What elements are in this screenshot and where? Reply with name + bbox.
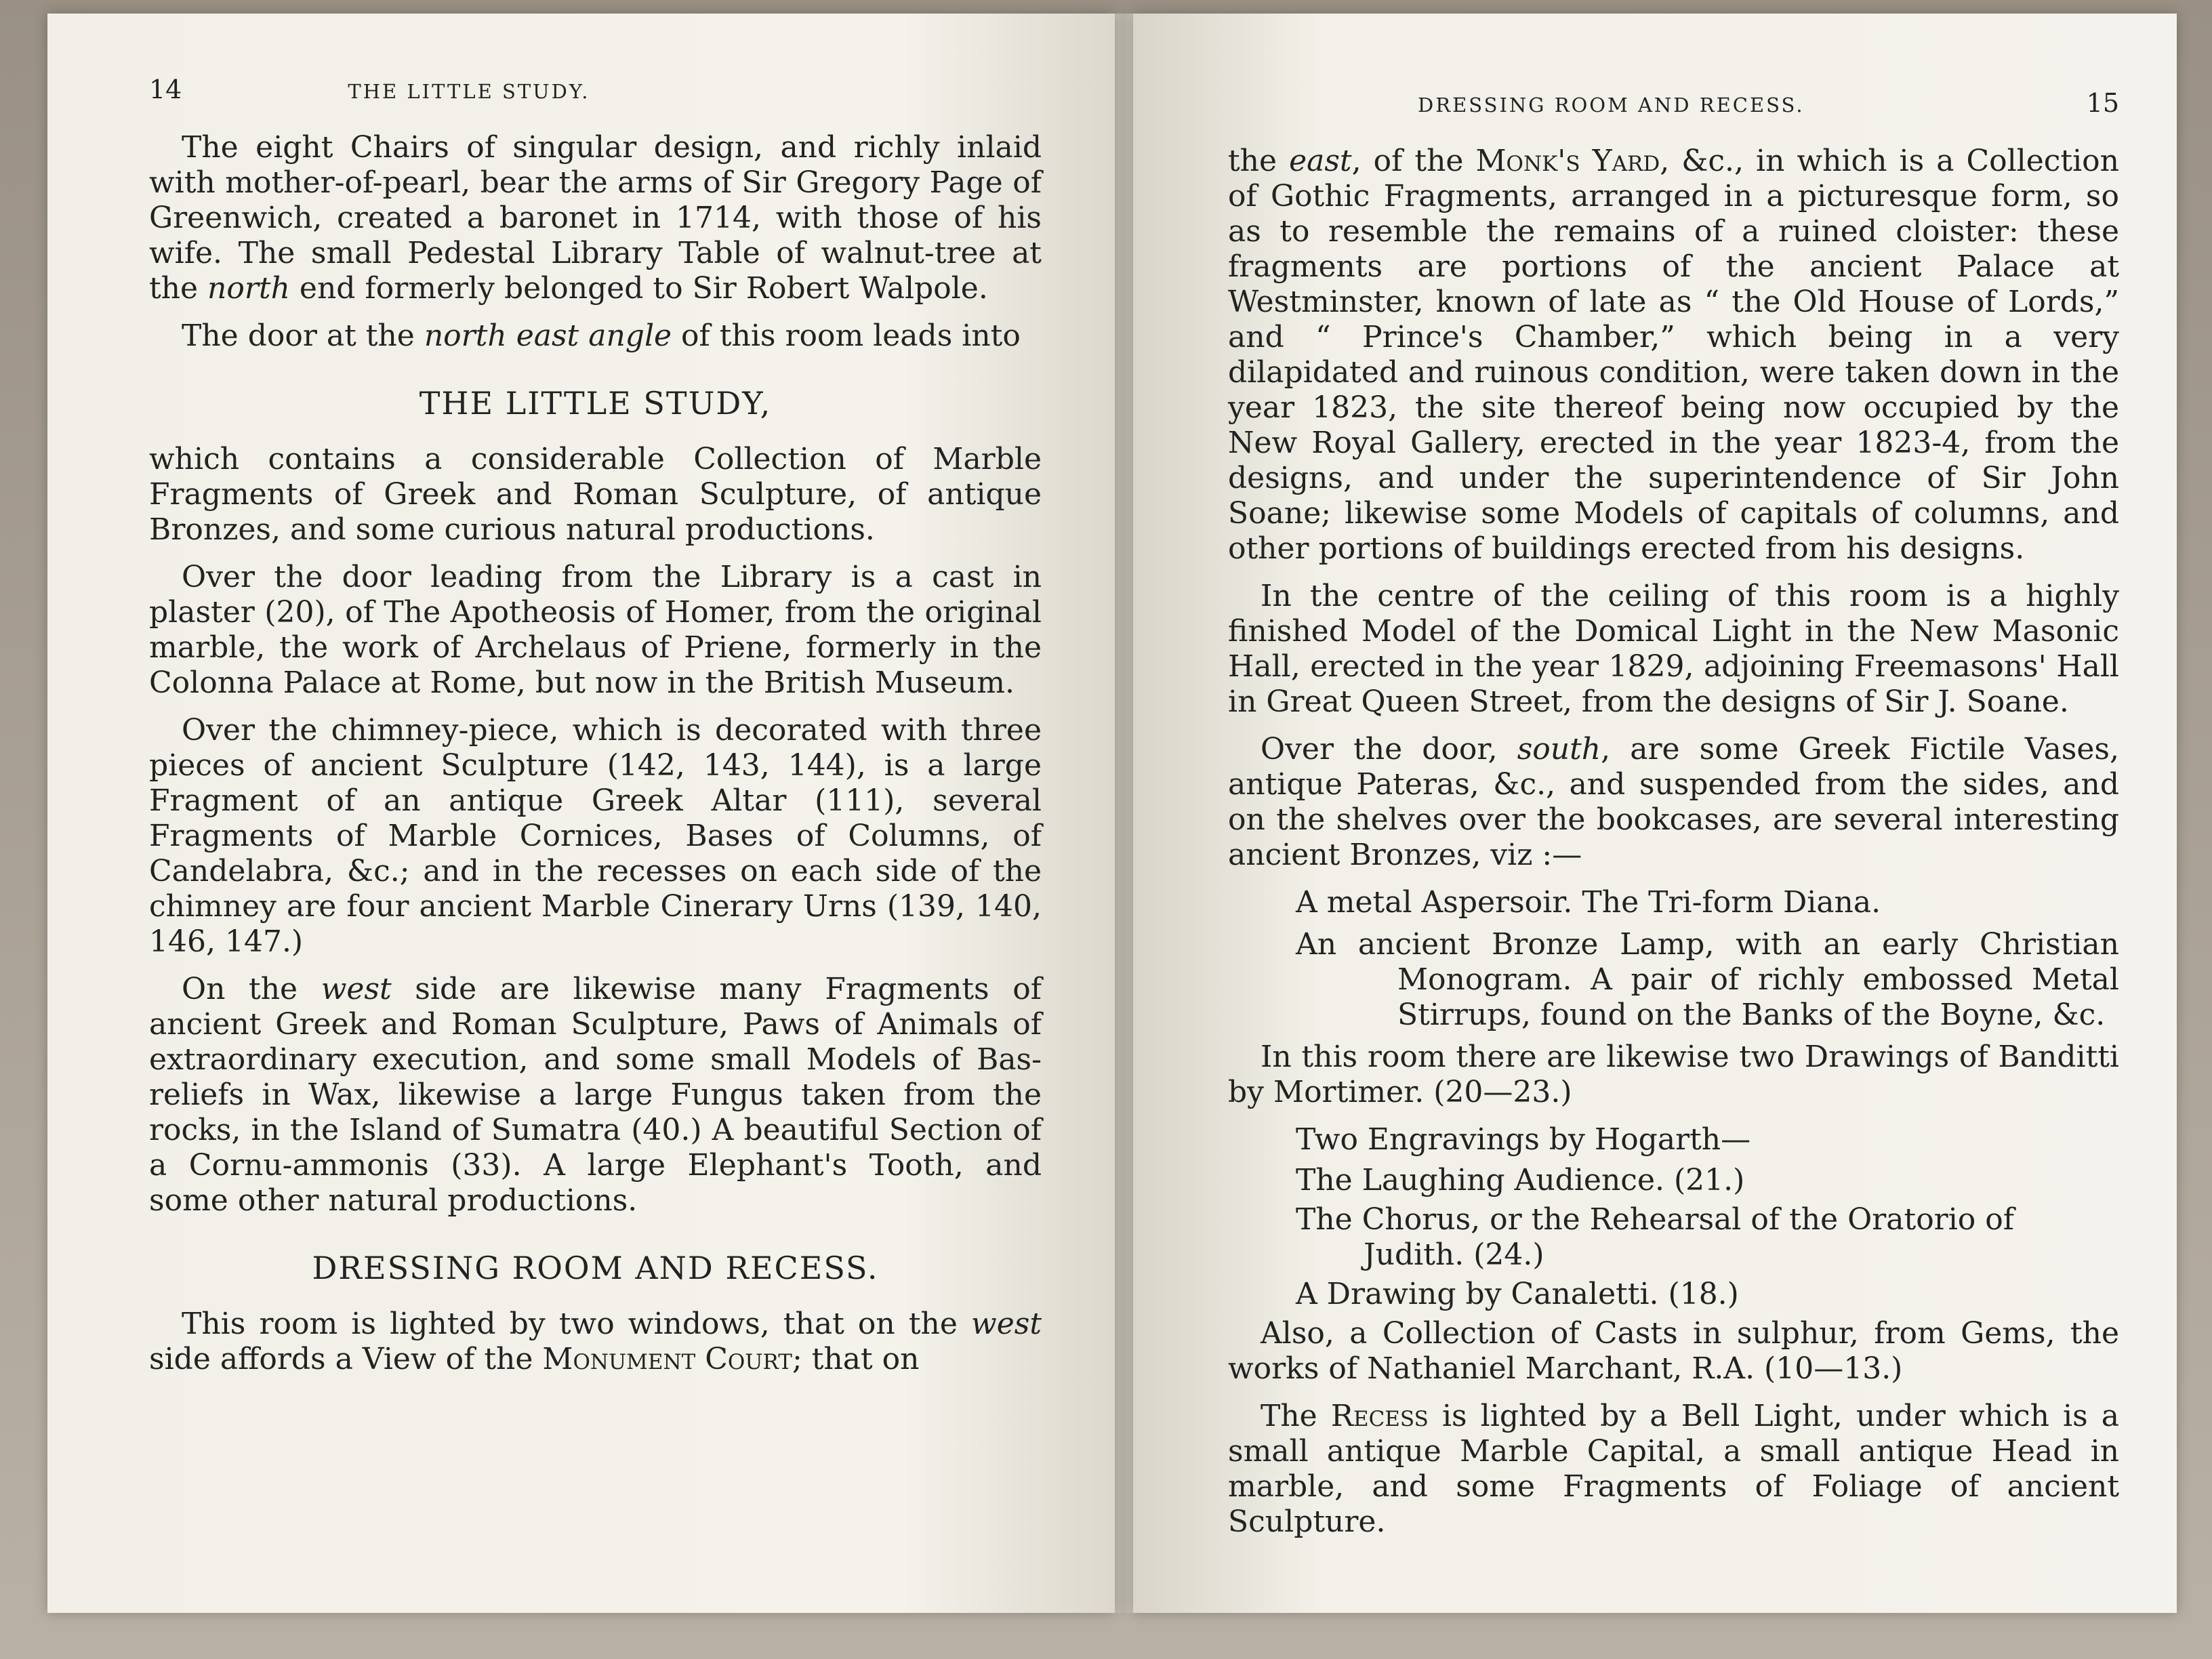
right-paragraph-mortimer: In this room there are likewise two Drawings of Banditti by Mortimer. (20—23.) xyxy=(1228,1040,2119,1109)
right-paragraph-gothic: the east, of the Monk's Yard, &c., in which is a Collection of Gothic Fragments, arranged in a picturesque form, so as to resemble the remains of a ruined cloister: these fragments are portions of the ancient Palace at Westminster, known of late as “ the Old House of Lords,” and “ Prince's Chamber,” which being in a very dilapidated and ruinous condition, were taken down in the year 1823, the site thereof being now occupied by the New Royal Gallery, erected in the year 1823-4, from the designs, and under the superintendence of Sir John Soane; likewise some Models of capitals of columns, and other portions of buildings erected from his designs. xyxy=(1228,144,2120,566)
right-paragraph-vases: Over the door, south, are some Greek Fictile Vases, antique Pateras, &c., and suspended from the sides, and on the shelves over the bookcases, are several interesting ancient Bronzes, viz :— xyxy=(1228,732,2119,872)
right-paragraph-casts: Also, a Collection of Casts in sulphur, from Gems, the works of Nathaniel Marchant, R.A. (10—13.) xyxy=(1228,1316,2119,1386)
engraving-chorus: The Chorus, or the Rehearsal of the Oratorio of Judith. (24.) xyxy=(1296,1202,2015,1272)
right-page-number: 15 xyxy=(2086,88,2119,118)
right-page xyxy=(1133,14,2177,1613)
right-running-head xyxy=(1228,88,2119,118)
heading-dressing-room: DRESSING ROOM AND RECESS. xyxy=(312,1250,879,1286)
left-paragraph-door: The door at the north east angle of this room leads into xyxy=(182,319,1021,353)
left-paragraph-homer: Over the door leading from the Library is a cast in plaster (20), of The Apotheosis of Homer, from the original marble, the work of Archelaus of Priene, formerly in the Colonna Palace at Rome, but now in the British Museum. xyxy=(149,560,1042,700)
left-paragraph-west-side: On the west side are likewise many Fragments of ancient Greek and Roman Sculpture, Paws of Animals of extraordinary execution, and some small Models of Bas-reliefs in Wax, likewise a large Fungus taken from the rocks, in the Island of Sumatra (40.) A beautiful Section of a Cornu-ammonis (33). A large Elephant's Tooth, and some other natural productions. xyxy=(149,972,1042,1218)
left-paragraph-chimney: Over the chimney-piece, which is decorated with three pieces of ancient Sculpture (142, 143, 144), is a large Fragment of an antique Greek Altar (111), several Fragments of Marble Cornices, Bases of Columns, of Candelabra, &c.; and in the recesses on each side of the chimney are four ancient Marble Cinerary Urns (139, 140, 146, 147.) xyxy=(149,713,1042,959)
drawing-canaletti: A Drawing by Canaletti. (18.) xyxy=(1296,1277,1739,1311)
left-running-head xyxy=(149,75,1042,104)
engraving-laughing-audience: The Laughing Audience. (21.) xyxy=(1296,1163,1745,1197)
left-paragraph-collection: which contains a considerable Collection of Marble Fragments of Greek and Roman Sculpture, of antique Bronzes, and some curious natural productions. xyxy=(149,442,1042,547)
right-paragraph-ceiling: In the centre of the ceiling of this room is a highly finished Model of the Domical Light in the New Masonic Hall, erected in the year 1829, adjoining Freemasons' Hall in Great Queen Street, from the designs of Sir J. Soane. xyxy=(1228,579,2119,719)
left-paragraph-chairs: The eight Chairs of singular design, and richly inlaid with mother-of-pearl, bear the arms of Sir Gregory Page of Greenwich, created a baronet in 1714, with those of his wife. The small Pedestal Library Table of walnut-tree at the north end formerly belonged to Sir Robert Walpole. xyxy=(149,130,1042,306)
right-running-title: DRESSING ROOM AND RECESS. xyxy=(1418,94,1805,117)
heading-little-study: THE LITTLE STUDY, xyxy=(419,385,772,422)
list-item-bronze-lamp: An ancient Bronze Lamp, with an early Christian Monogram. A pair of richly embossed Metal Stirrups, found on the Banks of the Boyne, &c. xyxy=(1296,927,2119,1032)
right-paragraph-recess: The Recess is lighted by a Bell Light, under which is a small antique Marble Capital, a small antique Head in marble, and some Fragments of Foliage of ancient Sculpture. xyxy=(1228,1399,2119,1539)
engravings-heading: Two Engravings by Hogarth— xyxy=(1296,1122,1751,1157)
list-item-aspersoir: A metal Aspersoir. The Tri-form Diana. xyxy=(1296,885,1881,920)
left-page xyxy=(47,14,1115,1613)
left-running-title: THE LITTLE STUDY. xyxy=(348,80,590,103)
left-paragraph-windows: This room is lighted by two windows, that on the west side affords a View of the Monument Court; that on xyxy=(149,1307,1042,1376)
left-page-number: 14 xyxy=(149,75,182,104)
